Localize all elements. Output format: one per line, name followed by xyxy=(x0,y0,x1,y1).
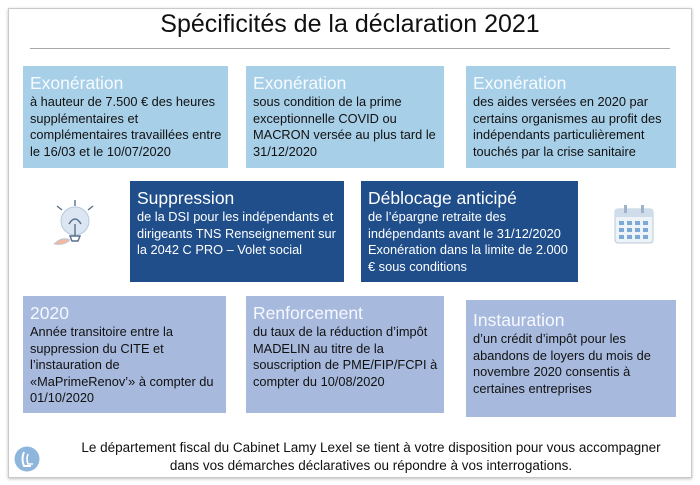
card-exoneration-prime xyxy=(246,66,444,168)
card-text: d’un crédit d’impôt pour les abandons de loyers du mois de novembre 2020 consentis à certaines entreprises xyxy=(473,331,651,396)
card-text: de la DSI pour les indépendants et dirigeants TNS Renseignement sur la 2042 C PRO – Volet social xyxy=(137,209,336,257)
card-text: de l’épargne retraite des indépendants avant le 31/12/2020 Exonération dans la limite de 2.000 € sous conditions xyxy=(368,209,568,274)
card-text: Année transitoire entre la suppression du CITE et l’instauration de «MaPrimeRenov’» à compter du 01/10/2020 xyxy=(30,324,214,405)
lamy-lexel-logo xyxy=(14,446,40,472)
card-heading: 2020 xyxy=(30,303,69,323)
card-text: à hauteur de 7.500 € des heures supplémentaires et complémentaires travaillées entre le 16/03 et le 10/07/2020 xyxy=(30,94,222,159)
lightbulb-icon xyxy=(48,196,98,252)
card-2020-transition xyxy=(23,296,226,413)
card-heading: Exonération xyxy=(253,73,347,93)
card-heading: Exonération xyxy=(473,73,567,93)
card-heading: Suppression xyxy=(137,188,235,208)
card-exoneration-heures xyxy=(23,66,228,168)
card-suppression xyxy=(130,181,344,282)
footer-text: Le département fiscal du Cabinet Lamy Lexel se tient à votre disposition pour vous accompagner dans vos démarches déclaratives ou répondre à vos interrogations. xyxy=(81,440,661,473)
card-heading: Exonération xyxy=(30,73,124,93)
page-title: Spécificités de la déclaration 2021 xyxy=(160,10,540,38)
card-heading: Instauration xyxy=(473,310,565,330)
card-deblocage xyxy=(361,181,578,282)
card-heading: Renforcement xyxy=(253,303,363,323)
card-renforcement xyxy=(246,296,444,413)
card-text: des aides versées en 2020 par certains organismes au profit des indépendants particulièrement touchés par la crise sanitaire xyxy=(473,94,662,159)
card-exoneration-aides xyxy=(466,66,676,168)
title-divider xyxy=(30,48,670,49)
card-instauration xyxy=(466,300,676,417)
card-text: sous condition de la prime exceptionnelle COVID ou MACRON versée au plus tard le 31/12/2020 xyxy=(253,94,436,159)
card-heading: Déblocage anticipé xyxy=(368,188,517,208)
calendar-icon xyxy=(612,203,656,247)
card-text: du taux de la réduction d’impôt MADELIN au titre de la souscription de PME/FIP/FCPI à compter du 10/08/2020 xyxy=(253,324,438,389)
